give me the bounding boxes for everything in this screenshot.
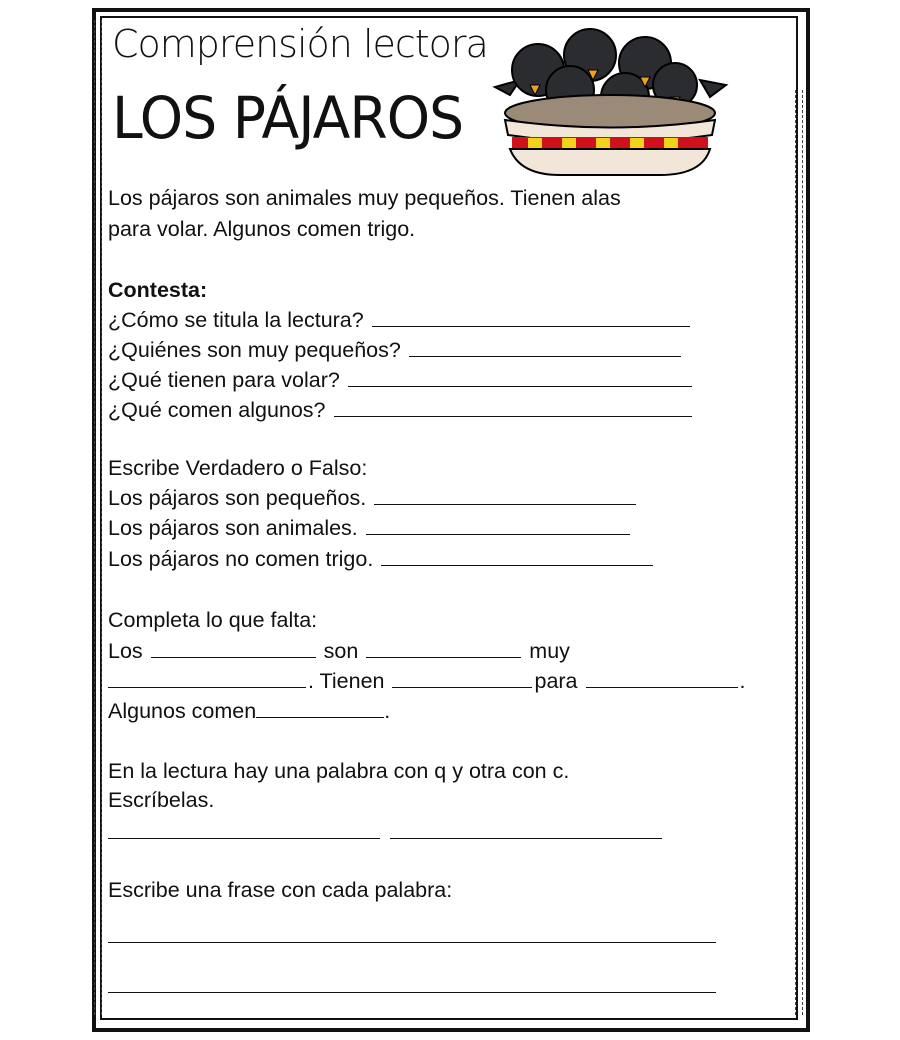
- worksheet-title: LOS PÁJAROS: [112, 84, 464, 152]
- answer-blank[interactable]: [151, 637, 316, 658]
- answer-blank[interactable]: [374, 484, 636, 505]
- question-3: ¿Qué tienen para volar?: [108, 366, 694, 394]
- answer-blank[interactable]: [372, 306, 690, 327]
- palabra-instruction: Escríbelas.: [108, 788, 215, 812]
- bowl-stripe: [512, 137, 708, 149]
- completa-line-2: . Tienen para .: [108, 667, 746, 695]
- worksheet-subtitle: Comprensión lectora: [112, 22, 488, 66]
- completa-line-1: Los son muy: [108, 639, 570, 663]
- frase-heading: Escribe una frase con cada palabra:: [108, 878, 453, 902]
- border-decoration-left: [94, 20, 102, 1015]
- contesta-heading: Contesta:: [108, 278, 208, 302]
- answer-blank[interactable]: [409, 336, 681, 357]
- reading-text-line: Los pájaros son animales muy pequeños. Tienen alas: [108, 186, 621, 210]
- answer-blank[interactable]: [381, 545, 653, 566]
- answer-blank[interactable]: [108, 818, 380, 839]
- answer-blank[interactable]: [366, 514, 630, 535]
- vf-item-1: Los pájaros son pequeños.: [108, 484, 638, 512]
- question-1: ¿Cómo se titula la lectura?: [108, 306, 692, 334]
- answer-blank[interactable]: [392, 667, 532, 688]
- question-2: ¿Quiénes son muy pequeños?: [108, 336, 683, 364]
- answer-blank[interactable]: [366, 637, 521, 658]
- answer-blank[interactable]: [108, 922, 716, 943]
- border-decoration-right: [795, 90, 803, 1015]
- answer-blank[interactable]: [108, 972, 716, 993]
- vf-heading: Escribe Verdadero o Falso:: [108, 456, 368, 480]
- answer-blank[interactable]: [586, 667, 738, 688]
- completa-line-3: Algunos comen .: [108, 699, 391, 723]
- palabra-blanks: [108, 818, 664, 846]
- birds-in-bowl-illustration: [490, 25, 730, 180]
- answer-blank[interactable]: [334, 396, 692, 417]
- palabra-instruction: En la lectura hay una palabra con q y otra con c.: [108, 759, 570, 783]
- answer-blank[interactable]: [256, 697, 384, 718]
- vf-item-3: Los pájaros no comen trigo.: [108, 545, 655, 573]
- question-4: ¿Qué comen algunos?: [108, 396, 694, 424]
- answer-blank[interactable]: [390, 818, 662, 839]
- vf-item-2: Los pájaros son animales.: [108, 514, 632, 542]
- completa-heading: Completa lo que falta:: [108, 608, 318, 632]
- reading-text-line: para volar. Algunos comen trigo.: [108, 217, 416, 241]
- answer-blank[interactable]: [108, 667, 306, 688]
- frase-line: [108, 972, 718, 1000]
- answer-blank[interactable]: [348, 366, 692, 387]
- frase-line: [108, 922, 718, 950]
